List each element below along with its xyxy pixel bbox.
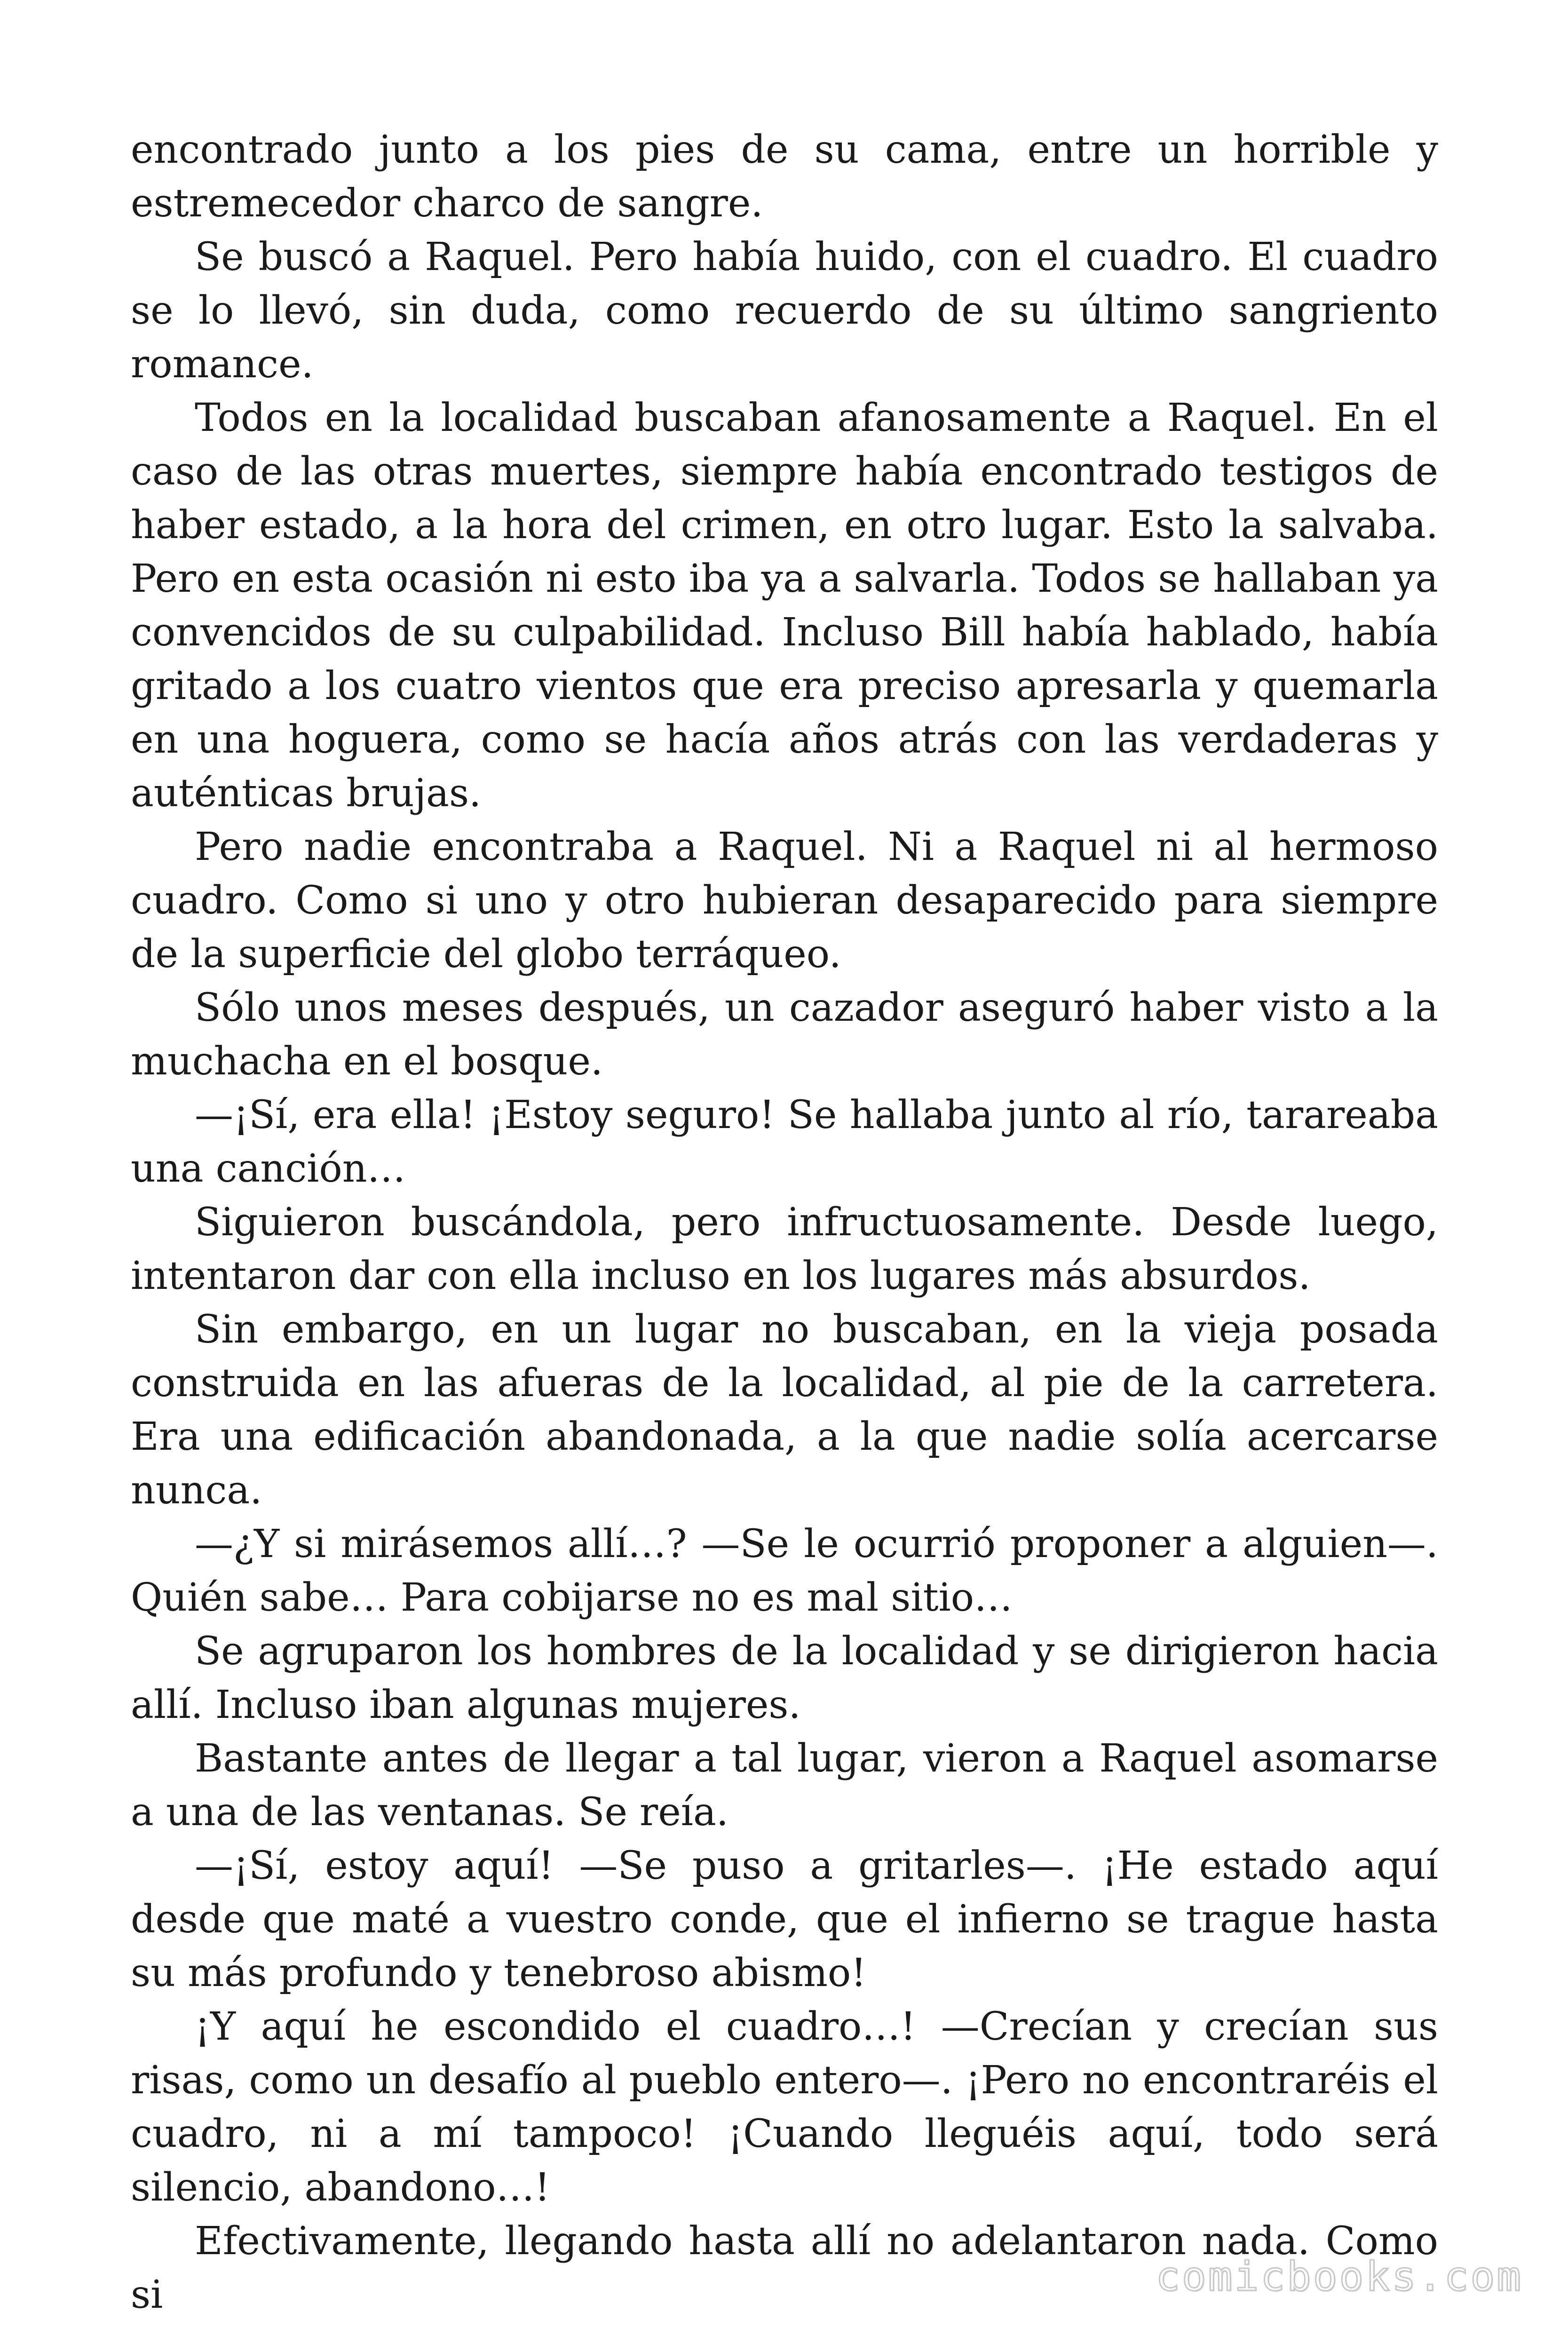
paragraph: encontrado junto a los pies de su cama, entre un horrible y estremecedor charco de sangre. [131, 127, 1438, 226]
paragraph: —¡Sí, estoy aquí! —Se puso a gritarles—. ¡He estado aquí desde que maté a vuestro conde, que el infierno se trague hasta su más profundo y tenebroso abismo! [131, 1843, 1438, 1995]
paragraph: Sólo unos meses después, un cazador aseguró haber visto a la muchacha en el bosque. [131, 985, 1438, 1084]
paragraph: Pero nadie encontraba a Raquel. Ni a Raquel ni al hermoso cuadro. Como si uno y otro hubieran desaparecido para siempre de la superficie del globo terráqueo. [131, 825, 1438, 977]
paragraph: Sin embargo, en un lugar no buscaban, en la vieja posada construida en las afueras de la localidad, al pie de la carretera. Era una edificación abandonada, a la que nadie solía acercarse nunca. [131, 1307, 1438, 1513]
paragraph: Efectivamente, llegando hasta allí no adelantaron nada. Como si [131, 2219, 1438, 2317]
paragraph: —¡Sí, era ella! ¡Estoy seguro! Se hallaba junto al río, tarareaba una canción… [131, 1093, 1438, 1191]
paragraph: —¿Y si mirásemos allí…? —Se le ocurrió proponer a alguien—. Quién sabe… Para cobijarse no es mal sitio… [131, 1522, 1438, 1620]
paragraph: Se agruparon los hombres de la localidad y se dirigieron hacia allí. Incluso iban algunas mujeres. [131, 1629, 1438, 1727]
paragraph: Todos en la localidad buscaban afanosamente a Raquel. En el caso de las otras muertes, siempre había encontrado testigos de haber estado, a la hora del crimen, en otro lugar. Esto la salvaba. Pero en esta ocasión ni esto iba ya a salvarla. Todos se hallaban ya convencidos de su culpabilidad. Incluso Bill había hablado, había gritado a los cuatro vientos que era preciso apresarla y quemarla en una hoguera, como se hacía años atrás con las verdaderas y auténticas brujas. [131, 396, 1438, 816]
paragraph: Siguieron buscándola, pero infructuosamente. Desde luego, intentaron dar con ella incluso en los lugares más absurdos. [131, 1200, 1438, 1298]
body-text [131, 123, 1438, 2322]
paragraph: Se buscó a Raquel. Pero había huido, con el cuadro. El cuadro se lo llevó, sin duda, como recuerdo de su último sangriento romance. [131, 235, 1438, 387]
paragraph: ¡Y aquí he escondido el cuadro…! —Crecían y crecían sus risas, como un desafío al pueblo entero—. ¡Pero no encontraréis el cuadro, ni a mí tampoco! ¡Cuando lleguéis aquí, todo será silencio, abandono…! [131, 2004, 1438, 2210]
paragraph: Bastante antes de llegar a tal lugar, vieron a Raquel asomarse a una de las ventanas. Se reía. [131, 1736, 1438, 1835]
watermark: comicbooks.com [1156, 2253, 1523, 2300]
